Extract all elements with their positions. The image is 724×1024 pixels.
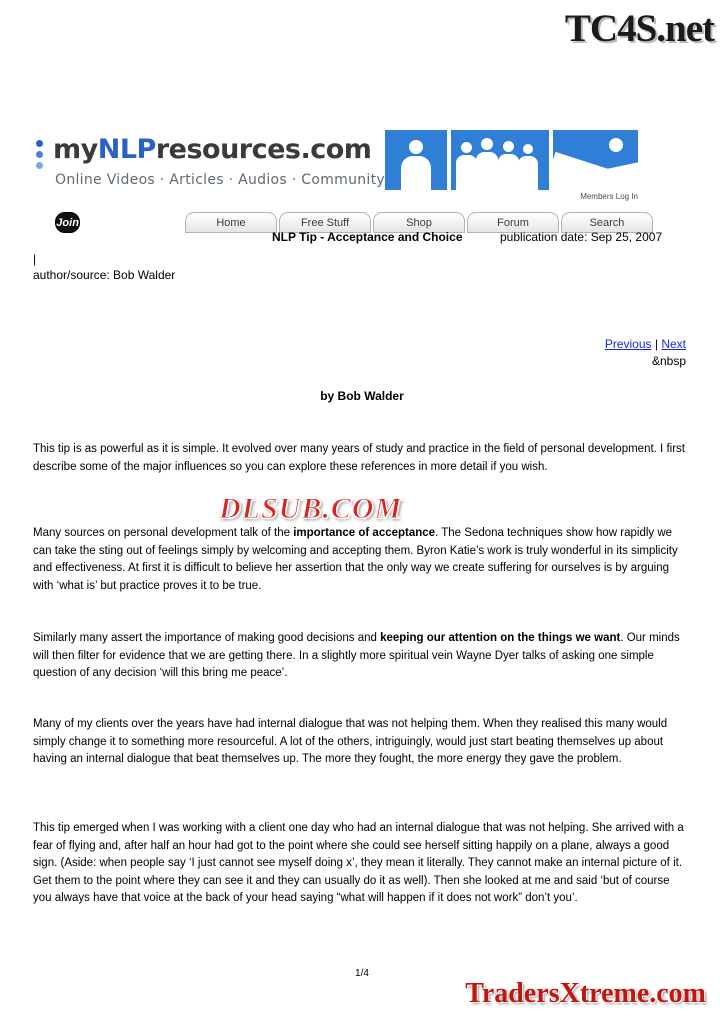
paragraph-3-part-b: . Our minds will then filter for evidence that we are getting there. In a slightly more spiritual vein Wayne Dyer talks of asking one simple question of any decision ‘will this bring me peace’. xyxy=(33,632,680,679)
nav-forum-button[interactable]: Forum xyxy=(467,212,559,233)
members-login-link[interactable]: Members Log In xyxy=(580,192,638,201)
article-publication-date: publication date: Sep 25, 2007 xyxy=(500,230,663,244)
paragraph-2 xyxy=(33,525,690,595)
logo-suffix: resources.com xyxy=(155,134,372,165)
article-title: NLP Tip - Acceptance and Choice xyxy=(272,230,463,244)
paragraph-3-emphasis: keeping our attention on the things we want xyxy=(380,632,621,644)
pager-separator: | xyxy=(651,337,662,351)
paragraph-2-part-a: Many sources on personal development talk of the xyxy=(33,527,294,539)
paragraph-2-emphasis: importance of acceptance xyxy=(293,527,436,539)
paragraph-2-part-b: . The Sedona techniques show how rapidly we can take the sting out of feelings simply by welcoming and accepting them. Byron Katie’s work is truly wonderful in its simplicity and effectiveness. At first it is difficult to believe her assertion that the only way we create suffering for ourselves is by arguing with ‘what is’ but practice proves it to be true. xyxy=(33,527,678,592)
pagination-controls xyxy=(605,337,686,351)
logo-highlight: NLP xyxy=(97,134,156,165)
article-author-source: author/source: Bob Walder xyxy=(33,268,176,282)
pipe-separator: | xyxy=(33,252,37,266)
paragraph-5: This tip emerged when I was working with a client one day who had an internal dialogue that was not helping. She arrived with a fear of flying and, after half an hour had got to the point where she could see herself sitting happily on a plane, always a good sign. (Aside: when people say ‘I just cannot see myself doing x’, they mean it literally. They cannot make an internal picture of it. Get them to the point where they can see it and they can usually do it as well). Then she looked at me and said ‘but of course you always have that voice at the back of your head saying “what will happen if it does not work” don’t you’. xyxy=(33,822,684,904)
nav-free-stuff-button[interactable]: Free Stuff xyxy=(279,212,371,233)
nav-home-button[interactable]: Home xyxy=(185,212,277,233)
logo-tagline: Online Videos · Articles · Audios · Community xyxy=(55,172,385,188)
paragraph-3 xyxy=(33,630,690,683)
paragraph-4: Many of my clients over the years have had internal dialogue that was not helping them. When they realised this many would simply change it to something more resourceful. A lot of the others, intriguingly, would just start beating themselves up about having an internal dialogue that beat themselves up. The more they fought, the more energy they gave the problem. xyxy=(33,718,668,765)
tradersxtreme-watermark: TradersXtreme.com xyxy=(465,978,706,1009)
article-byline: by Bob Walder xyxy=(320,389,404,403)
previous-page-link[interactable]: Previous xyxy=(604,337,652,351)
nbsp-text: &nbsp xyxy=(651,354,686,368)
tc4s-watermark: TC4S.net xyxy=(564,7,714,50)
logo-dots-icon xyxy=(36,140,48,174)
dlsub-watermark: DLSUB.COM xyxy=(219,492,403,525)
header-image-person xyxy=(385,130,447,190)
paragraph-1: This tip is as powerful as it is simple. It evolved over many years of study and practice in the field of personal development. I first describe some of the major influences so you can explore these references in more detail if you wish. xyxy=(33,443,685,473)
nav-shop-button[interactable]: Shop xyxy=(373,212,465,233)
site-logo[interactable] xyxy=(33,130,385,196)
nav-search-button[interactable]: Search xyxy=(561,212,653,233)
next-page-link[interactable]: Next xyxy=(661,337,686,351)
header-image-landscape xyxy=(553,130,638,190)
paragraph-3-part-a: Similarly many assert the importance of making good decisions and xyxy=(33,632,381,644)
logo-prefix: my xyxy=(53,134,98,165)
header-image-group xyxy=(451,130,549,190)
logo-wordmark xyxy=(53,134,371,165)
page-number: 1/4 xyxy=(355,968,369,979)
nav-join-now-button[interactable]: Join Now xyxy=(55,212,80,233)
